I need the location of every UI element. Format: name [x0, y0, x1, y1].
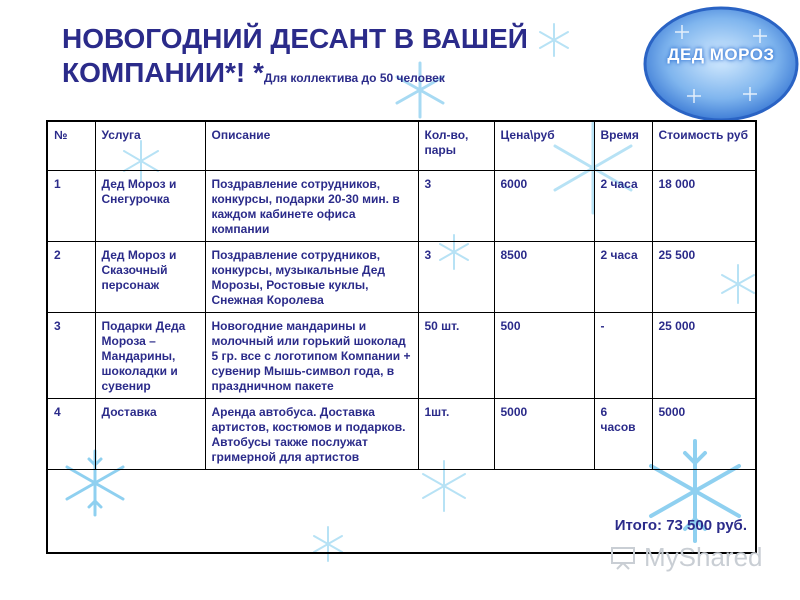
- cell-number: 4: [48, 399, 95, 470]
- cell-price: 500: [494, 313, 594, 399]
- cell-price: 5000: [494, 399, 594, 470]
- cell-cost: 25 500: [652, 242, 757, 313]
- header-time: Время: [594, 122, 652, 171]
- total-amount: Итого: 73 500 руб.: [614, 517, 747, 534]
- cell-service: Подарки Деда Мороза – Мандарины, шоколадки и сувенир: [95, 313, 205, 399]
- cell-number: 2: [48, 242, 95, 313]
- table-row: [48, 313, 757, 399]
- watermark-text: MyShared: [644, 542, 763, 572]
- cell-number: 1: [48, 171, 95, 242]
- table-row: [48, 399, 757, 470]
- cell-time: 6 часов: [594, 399, 652, 470]
- cell-cost: 5000: [652, 399, 757, 470]
- presentation-icon: [610, 546, 636, 570]
- header-price: Цена\руб: [494, 122, 594, 171]
- header-service: Услуга: [95, 122, 205, 171]
- page-title: [62, 22, 622, 95]
- cell-time: 2 часа: [594, 171, 652, 242]
- cell-description: Поздравление сотрудников, конкурсы, подарки 20-30 мин. в каждом кабинете офиса компании: [205, 171, 418, 242]
- cell-quantity: 1шт.: [418, 399, 494, 470]
- cell-number: 3: [48, 313, 95, 399]
- cell-price: 6000: [494, 171, 594, 242]
- cell-description: Поздравление сотрудников, конкурсы, музыкальные Дед Морозы, Ростовые куклы, Снежная Королева: [205, 242, 418, 313]
- cell-service: Дед Мороз и Снегурочка: [95, 171, 205, 242]
- cell-price: 8500: [494, 242, 594, 313]
- cell-time: 2 часа: [594, 242, 652, 313]
- header-description: Описание: [205, 122, 418, 171]
- cell-quantity: 3: [418, 171, 494, 242]
- cell-quantity: 50 шт.: [418, 313, 494, 399]
- price-table-frame: [46, 120, 757, 554]
- badge-text: ДЕД МОРОЗ: [667, 45, 775, 64]
- ded-moroz-badge: [642, 5, 800, 123]
- table-header-row: [48, 122, 757, 171]
- header-quantity: Кол-во, пары: [418, 122, 494, 171]
- cell-description: Новогодние мандарины и молочный или горький шоколад 5 гр. все с логотипом Компании + сувенир Мышь-символ года, в праздничном пакете: [205, 313, 418, 399]
- table-row: [48, 171, 757, 242]
- cell-service: Доставка: [95, 399, 205, 470]
- price-table: [48, 122, 757, 470]
- page-title-main: НОВОГОДНИЙ ДЕСАНТ В ВАШЕЙ КОМПАНИИ*! *: [62, 23, 528, 88]
- cell-time: -: [594, 313, 652, 399]
- myshared-watermark: [610, 540, 770, 574]
- cell-cost: 18 000: [652, 171, 757, 242]
- page-title-note: Для коллектива до 50 человек: [263, 71, 445, 85]
- cell-quantity: 3: [418, 242, 494, 313]
- table-row: [48, 242, 757, 313]
- header-number: №: [48, 122, 95, 171]
- header-cost: Стоимость руб: [652, 122, 757, 171]
- cell-service: Дед Мороз и Сказочный персонаж: [95, 242, 205, 313]
- cell-cost: 25 000: [652, 313, 757, 399]
- cell-description: Аренда автобуса. Доставка артистов, костюмов и подарков. Автобусы также послужат гримерной для артистов: [205, 399, 418, 470]
